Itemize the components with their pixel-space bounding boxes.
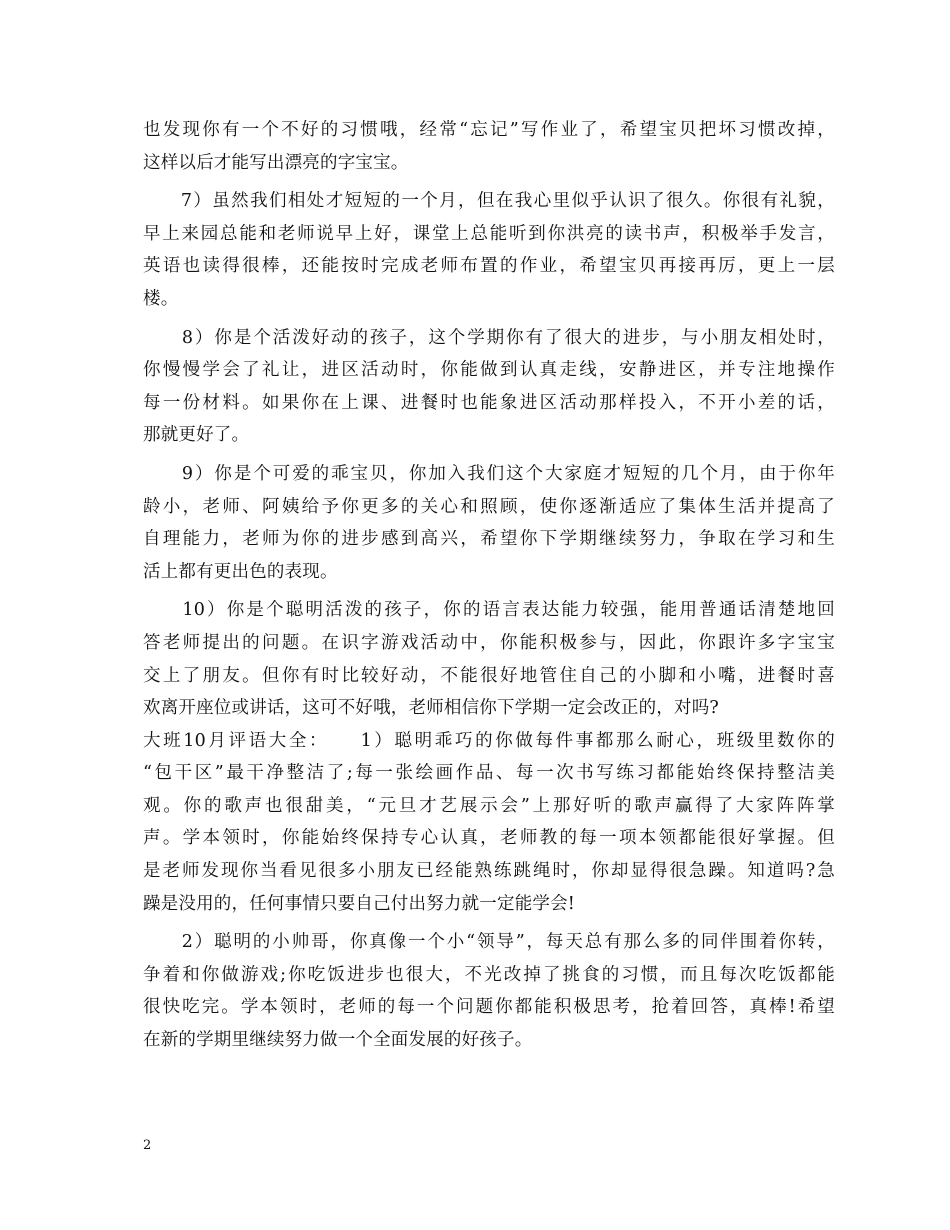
text-line: 龄小，老师、阿姨给予你更多的关心和照顾，使你逐渐适应了集体生活并提高了 bbox=[143, 496, 835, 517]
text-line: 8）你是个活泼好动的孩子，这个学期你有了很大的进步，与小朋友相处时， bbox=[143, 327, 835, 348]
text-line: 交上了朋友。但你有时比较好动，不能很好地管住自己的小脚和小嘴，进餐时喜 bbox=[143, 665, 835, 686]
paragraph-2 bbox=[143, 185, 835, 315]
text-line: “包干区”最干净整洁了;每一张绘画作品、每一次书写练习都能始终保持整洁美 bbox=[143, 763, 835, 784]
text-line: 每一份材料。如果你在上课、进餐时也能象进区活动那样投入，不开小差的话， bbox=[143, 392, 835, 413]
text-line: 声。学本领时，你能始终保持专心认真，老师教的每一项本领都能很好掌握。但 bbox=[143, 828, 835, 849]
text-line: 在新的学期里继续努力做一个全面发展的好孩子。 bbox=[143, 1030, 533, 1051]
text-line: 你慢慢学会了礼让，进区活动时，你能做到认真走线，安静进区，并专注地操作 bbox=[143, 360, 835, 381]
text-line: 很快吃完。学本领时，老师的每一个问题你都能积极思考，抢着回答，真棒!希望 bbox=[143, 997, 835, 1018]
text-line: 那就更好了。 bbox=[143, 425, 250, 446]
text-line: 2）聪明的小帅哥，你真像一个小“领导”，每天总有那么多的同伴围着你转， bbox=[143, 932, 835, 953]
page-number: 2 bbox=[143, 1138, 152, 1153]
text-line: 也发现你有一个不好的习惯哦，经常“忘记”写作业了，希望宝贝把坏习惯改掉， bbox=[143, 120, 835, 140]
text-line: 躁是没用的，任何事情只要自己付出努力就一定能学会! bbox=[143, 893, 576, 914]
text-line: 大班10月评语大全： 1）聪明乖巧的你做每件事都那么耐心，班级里数你的 bbox=[143, 730, 835, 751]
paragraph-1 bbox=[143, 114, 835, 179]
text-line: 观。你的歌声也很甜美，“元旦才艺展示会”上那好听的歌声赢得了大家阵阵掌 bbox=[143, 795, 835, 816]
paragraph-6 bbox=[143, 926, 835, 1056]
text-line: 9）你是个可爱的乖宝贝，你加入我们这个大家庭才短短的几个月，由于你年 bbox=[143, 463, 835, 484]
text-line: 早上来园总能和老师说早上好，课堂上总能听到你洪亮的读书声，积极举手发言， bbox=[143, 223, 835, 244]
text-line: 10）你是个聪明活泼的孩子，你的语言表达能力较强，能用普通话清楚地回 bbox=[143, 600, 835, 621]
text-line: 是老师发现你当看见很多小朋友已经能熟练跳绳时，你却显得很急躁。知道吗?急 bbox=[143, 861, 835, 882]
paragraph-5 bbox=[143, 594, 835, 920]
text-line: 自理能力，老师为你的进步感到高兴，希望你下学期继续努力，争取在学习和生 bbox=[143, 529, 835, 550]
text-line: 活上都有更出色的表现。 bbox=[143, 561, 338, 582]
text-line: 欢离开座位或讲话，这可不好哦，老师相信你下学期一定会改正的，对吗? bbox=[143, 698, 719, 719]
paragraph-3 bbox=[143, 322, 835, 452]
text-line: 7）虽然我们相处才短短的一个月，但在我心里似乎认识了很久。你很有礼貌， bbox=[143, 191, 835, 212]
text-line: 楼。 bbox=[143, 288, 179, 309]
text-line: 英语也读得很棒，还能按时完成老师布置的作业，希望宝贝再接再厉，更上一层 bbox=[143, 256, 835, 277]
document-body bbox=[143, 114, 835, 1063]
text-line: 争着和你做游戏;你吃饭进步也很大，不光改掉了挑食的习惯，而且每次吃饭都能 bbox=[143, 964, 835, 985]
paragraph-4 bbox=[143, 458, 835, 588]
text-line: 答老师提出的问题。在识字游戏活动中，你能积极参与，因此，你跟许多字宝宝 bbox=[143, 632, 835, 653]
text-line: 这样以后才能写出漂亮的字宝宝。 bbox=[143, 152, 409, 173]
